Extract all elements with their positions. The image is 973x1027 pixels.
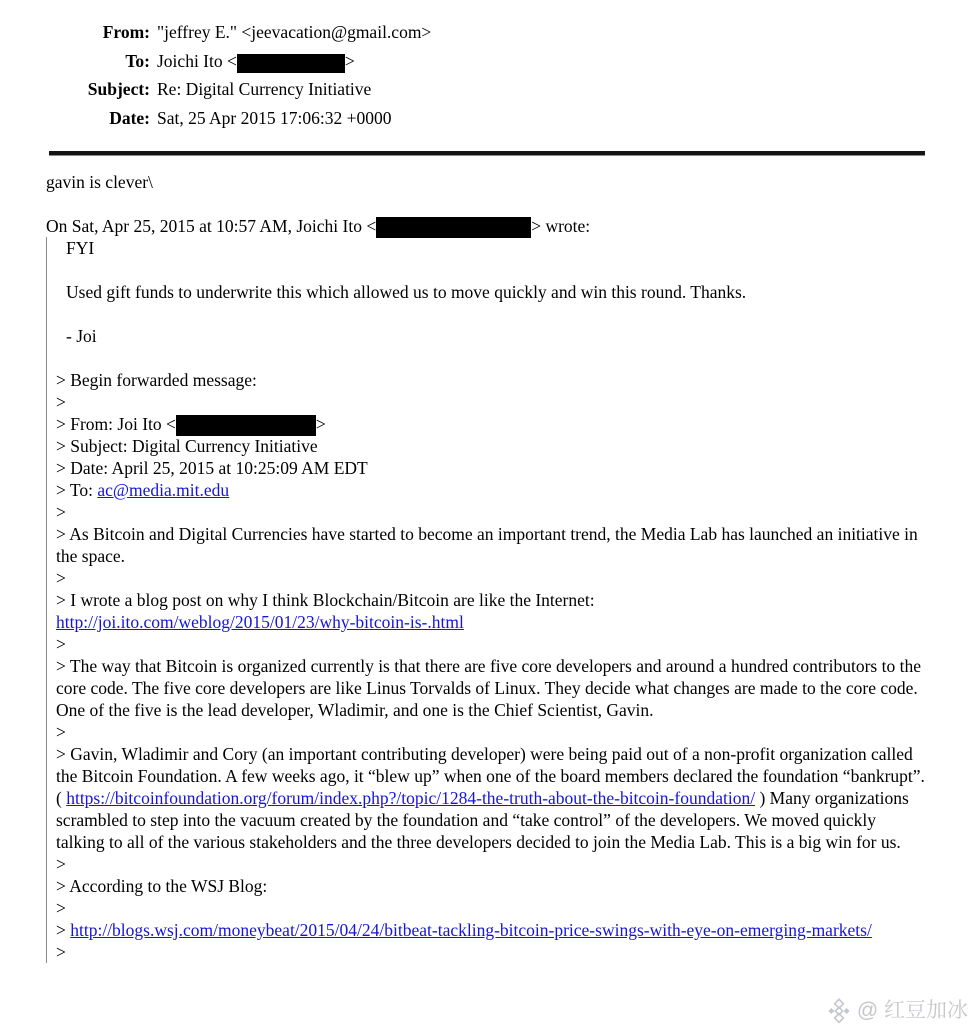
- redaction-block: [376, 217, 531, 238]
- redaction-block: [237, 54, 345, 73]
- watermark-handle: @ 红豆加冰: [856, 999, 968, 1022]
- header-field-row: [46, 75, 927, 104]
- text-segment: >: [56, 502, 66, 522]
- text-segment: >: [56, 634, 66, 654]
- text-segment: > Gavin, Wladimir and Cory (an important contributing developer) were being paid out of a non-profit organization called the Bitcoin Foundation. A few weeks ago, it “blew up” when one of the board members declared the foundation “bankrupt”. (: [56, 744, 925, 808]
- email-line: [56, 853, 927, 875]
- text-segment: "jeffrey E." <jeevacation@gmail.com>: [157, 22, 432, 42]
- header-field-value: [157, 47, 927, 76]
- redaction-block: [176, 415, 316, 436]
- header-field-label: From:: [102, 22, 150, 42]
- text-segment: >: [315, 414, 326, 434]
- email-line: [56, 479, 927, 501]
- email-line: [56, 633, 927, 655]
- header-field-row: [46, 104, 927, 133]
- text-segment: >: [56, 392, 66, 412]
- header-field-label: To:: [125, 50, 150, 71]
- header-field-label: Subject:: [87, 79, 150, 99]
- email-link[interactable]: ac@media.mit.edu: [97, 480, 230, 500]
- header-field-label: Date:: [109, 107, 150, 128]
- email-line: [56, 897, 927, 919]
- watermark: [826, 998, 968, 1024]
- email-line: [56, 457, 927, 479]
- text-segment: Re: Digital Currency Initiative: [157, 79, 372, 99]
- email-body-intro: [0, 156, 973, 237]
- email-line: [56, 347, 927, 369]
- email-line: [56, 435, 927, 457]
- text-segment: ) Many organizations scrambled to step into the vacuum created by the foundation and “take control” of the developers. We moved quickly talking to all of the various stakeholders and the three developers decided to join the Media Lab. This is a big win for us.: [56, 788, 909, 852]
- text-segment: > As Bitcoin and Digital Currencies have started to become an important trend, the Media Lab has launched an initiative in the space.: [56, 524, 918, 566]
- email-link[interactable]: http://joi.ito.com/weblog/2015/01/23/why-bitcoin-is-.html: [56, 612, 464, 632]
- text-segment: > The way that Bitcoin is organized currently is that there are five core developers and around a hundred contributors to the core code. The five core developers are like Linus Torvalds of Linux. They decide what changes are made to the core code. One of the five is the lead developer, Wladimir, and one is the Chief Scientist, Gavin.: [56, 656, 921, 720]
- text-segment: >: [56, 568, 66, 588]
- header-field-value: [157, 75, 927, 104]
- email-line: [56, 567, 927, 589]
- email-line: [56, 611, 927, 633]
- email-header-fields: [0, 0, 973, 132]
- email-link[interactable]: http://blogs.wsj.com/moneybeat/2015/04/24/bitbeat-tackling-bitcoin-price-swings-with-eye-on-emerging-markets/: [70, 920, 872, 940]
- email-line: [56, 501, 927, 523]
- email-line: [56, 721, 927, 743]
- email-line: [56, 655, 927, 721]
- email-line: [46, 193, 927, 215]
- text-segment: > From: Joi Ito <: [56, 414, 176, 434]
- email-line: [56, 589, 927, 611]
- email-line: [56, 743, 927, 853]
- email-line: [56, 325, 927, 347]
- text-segment: > Subject: Digital Currency Initiative: [56, 436, 318, 456]
- email-line: [56, 875, 927, 897]
- header-field-value: [157, 104, 927, 133]
- text-segment: - Joi: [66, 326, 97, 346]
- quoted-message: [46, 237, 927, 963]
- text-segment: Sat, 25 Apr 2015 17:06:32 +0000: [157, 107, 392, 128]
- header-field-value: [157, 18, 927, 47]
- text-segment: >: [56, 854, 66, 874]
- text-segment: Used gift funds to underwrite this which allowed us to move quickly and win this round. Thanks.: [66, 282, 747, 302]
- text-segment: gavin is clever\: [46, 172, 153, 192]
- text-segment: > Begin forwarded message:: [56, 370, 257, 390]
- text-segment: > I wrote a blog post on why I think Blockchain/Bitcoin are like the Internet:: [56, 590, 595, 610]
- email-line: [56, 259, 927, 281]
- email-line: [56, 369, 927, 391]
- email-line: [56, 391, 927, 413]
- text-segment: On Sat, Apr 25, 2015 at 10:57 AM, Joichi Ito <: [46, 216, 377, 236]
- header-field-row: [46, 18, 927, 47]
- email-line: [56, 919, 927, 941]
- text-segment: > According to the WSJ Blog:: [56, 876, 268, 896]
- email-line: [56, 281, 927, 303]
- text-segment: >: [56, 920, 71, 940]
- email-link[interactable]: https://bitcoinfoundation.org/forum/index.php?/topic/1284-the-truth-about-the-bitcoin-foundation/: [66, 788, 756, 808]
- email-line: [46, 171, 927, 193]
- text-segment: >: [56, 722, 66, 742]
- email-line: [46, 215, 927, 237]
- email-line: [56, 303, 927, 325]
- email-line: [56, 523, 927, 567]
- text-segment: >: [56, 898, 66, 918]
- text-segment: > To:: [56, 480, 98, 500]
- email-line: [56, 413, 927, 435]
- text-segment: Joichi Ito <: [157, 50, 237, 71]
- text-segment: FYI: [66, 238, 95, 258]
- email-line: [56, 237, 927, 259]
- diamond-logo-icon: [826, 998, 852, 1024]
- text-segment: > Date: April 25, 2015 at 10:25:09 AM EDT: [56, 458, 368, 478]
- text-segment: >: [344, 50, 355, 71]
- email-line: [56, 941, 927, 963]
- text-segment: > wrote:: [531, 216, 591, 236]
- text-segment: >: [56, 942, 66, 962]
- header-field-row: [46, 47, 927, 76]
